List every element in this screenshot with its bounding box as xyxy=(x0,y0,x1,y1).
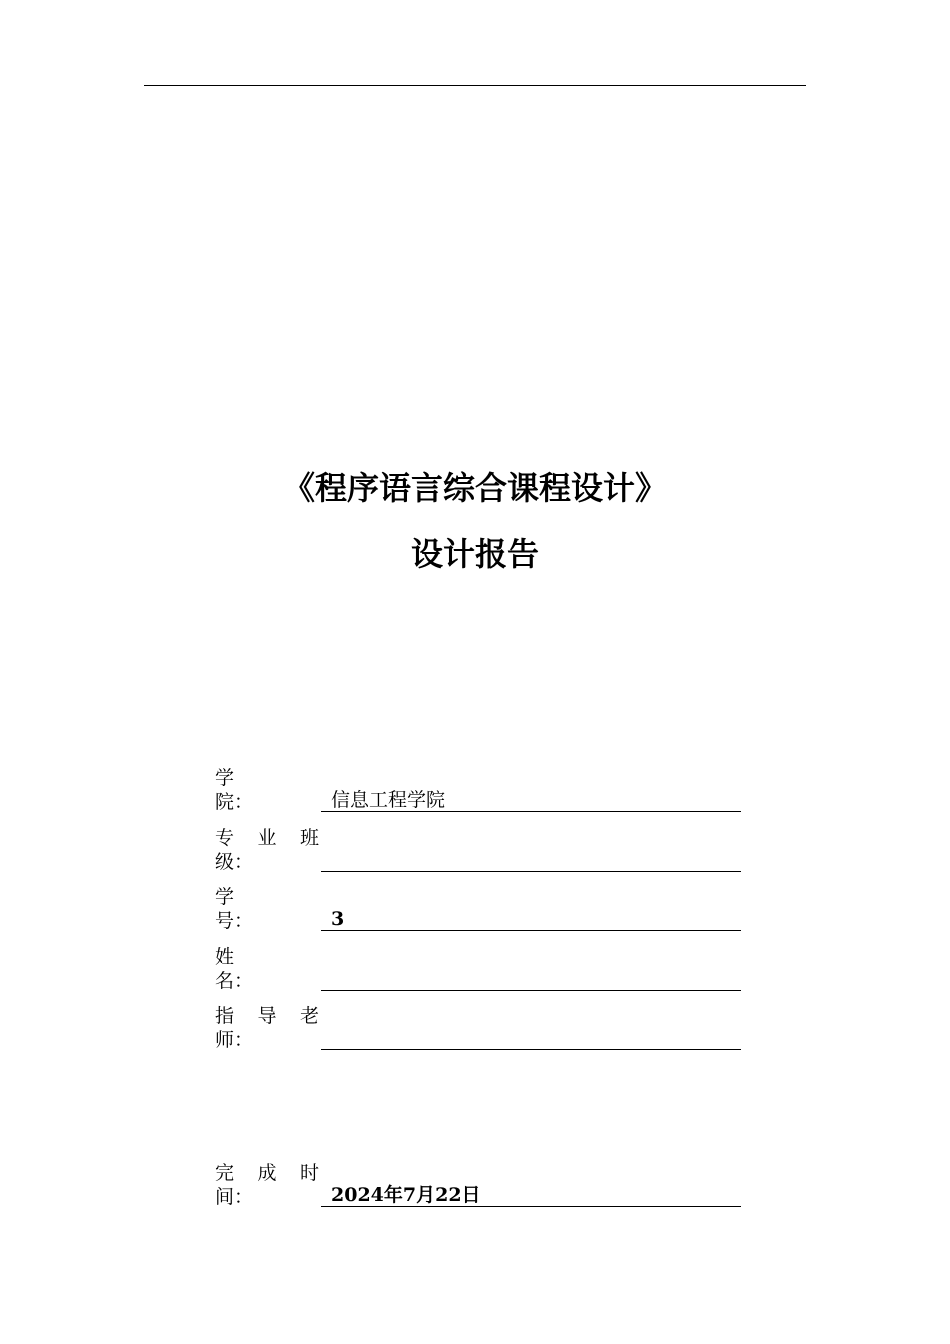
report-subtitle: 设计报告 xyxy=(410,535,539,573)
label-char: 指 xyxy=(215,1005,235,1027)
label-char: 学 xyxy=(215,886,235,908)
label-char: 成 xyxy=(257,1162,277,1184)
field-name xyxy=(215,945,741,993)
field-completion-time xyxy=(215,1161,741,1209)
field-label xyxy=(215,885,319,933)
label-char: 完 xyxy=(215,1162,235,1184)
field-label xyxy=(215,1161,319,1209)
label-char: 业 xyxy=(257,827,277,849)
label-char: 导 xyxy=(257,1005,277,1027)
label-char: 老 xyxy=(299,1005,319,1027)
completion-time-value: 2024年7月22日 xyxy=(331,1184,481,1206)
field-label xyxy=(215,945,319,993)
label-tail: 级： xyxy=(215,851,254,873)
label-char: 学 xyxy=(215,767,235,789)
student-id-value: 3 xyxy=(331,908,345,930)
field-label xyxy=(215,826,319,874)
label-char: 姓 xyxy=(215,946,235,968)
field-college xyxy=(215,766,741,814)
field-label xyxy=(215,766,319,814)
college-value: 信息工程学院 xyxy=(331,789,446,811)
underline xyxy=(321,871,741,872)
label-tail: 号： xyxy=(215,910,254,932)
underline xyxy=(321,930,741,931)
label-char: 专 xyxy=(215,827,235,849)
field-major-class xyxy=(215,826,741,874)
label-char: 班 xyxy=(299,827,319,849)
label-char: 时 xyxy=(299,1162,319,1184)
label-tail: 院： xyxy=(215,791,254,813)
field-advisor xyxy=(215,1004,741,1052)
label-tail: 师： xyxy=(215,1029,254,1051)
underline xyxy=(321,1049,741,1050)
report-title: 《程序语言综合课程设计》 xyxy=(282,469,667,507)
label-tail: 间： xyxy=(215,1186,254,1208)
field-student-id xyxy=(215,885,741,933)
label-tail: 名： xyxy=(215,970,254,992)
header-rule xyxy=(144,85,806,86)
field-label xyxy=(215,1004,319,1052)
underline xyxy=(321,990,741,991)
